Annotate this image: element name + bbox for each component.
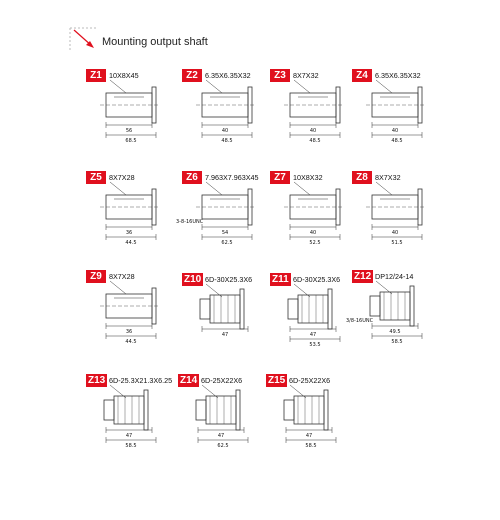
shaft-id-badge: Z1 bbox=[86, 69, 106, 82]
dimension-label: 47 bbox=[217, 433, 225, 439]
shaft-id-badge: Z14 bbox=[180, 375, 198, 386]
dimension-label: 54 bbox=[221, 230, 229, 236]
dimension-label: 44.5 bbox=[125, 339, 137, 345]
shaft-spec: 6D-25X22X6 bbox=[201, 376, 243, 385]
dimension-label: 68.5 bbox=[125, 138, 137, 144]
shaft-spec: 7.963X7.963X45 bbox=[205, 173, 259, 182]
shaft-spline-body bbox=[294, 396, 324, 424]
shaft-drawing bbox=[270, 273, 356, 353]
shaft-spec: 8X7X28 bbox=[109, 272, 135, 281]
shaft-spline-body bbox=[114, 396, 144, 424]
shaft-drawing bbox=[86, 69, 172, 149]
shaft-spec: 6D-25X22X6 bbox=[289, 376, 331, 385]
dimension-label: 56 bbox=[125, 128, 133, 134]
shaft-z8 bbox=[352, 171, 438, 247]
shaft-pilot bbox=[104, 400, 114, 420]
dimension-label: 48.5 bbox=[221, 138, 233, 144]
shaft-z15 bbox=[266, 374, 352, 450]
dimension-label: 49.5 bbox=[389, 329, 401, 335]
dimension-label: 58.5 bbox=[305, 443, 317, 449]
shaft-pilot bbox=[196, 400, 206, 420]
spec-leader bbox=[294, 80, 310, 93]
dimension-label: 51.5 bbox=[391, 240, 403, 246]
shaft-spline-body bbox=[210, 295, 240, 323]
page-title: Mounting output shaft bbox=[102, 36, 208, 48]
shaft-id-badge: Z6 bbox=[182, 171, 202, 184]
dimension-label: 48.5 bbox=[309, 138, 321, 144]
shaft-spec: 6D-25.3X21.3X6.25 bbox=[109, 376, 173, 385]
shaft-spec: 8X7X32 bbox=[293, 71, 319, 80]
shaft-id-badge: Z9 bbox=[86, 270, 106, 283]
dimension-label: 58.5 bbox=[125, 443, 137, 449]
dimension-label: 62.5 bbox=[221, 240, 233, 246]
dimension-label: 53.5 bbox=[309, 342, 321, 348]
shaft-z2 bbox=[182, 69, 268, 145]
spec-leader bbox=[294, 182, 310, 195]
dimension-label: 40 bbox=[221, 128, 229, 134]
shaft-pilot bbox=[200, 299, 210, 319]
dimension-label: 47 bbox=[305, 433, 313, 439]
spec-leader bbox=[110, 80, 126, 93]
shaft-pilot bbox=[370, 296, 380, 316]
shaft-flange bbox=[328, 289, 332, 329]
dimension-label: 40 bbox=[309, 128, 317, 134]
spec-leader bbox=[110, 182, 126, 195]
shaft-pilot bbox=[284, 400, 294, 420]
shaft-spec: 10X8X45 bbox=[109, 71, 139, 80]
spec-leader bbox=[206, 80, 222, 93]
dimension-label: 52.5 bbox=[309, 240, 321, 246]
shaft-id-badge: Z7 bbox=[270, 171, 290, 184]
shaft-id-badge: Z11 bbox=[272, 274, 289, 285]
shaft-spline-body bbox=[380, 292, 410, 320]
shaft-drawing bbox=[270, 171, 356, 251]
dimension-label: 36 bbox=[125, 329, 133, 335]
shaft-drawing bbox=[352, 171, 438, 251]
shaft-spec: 10X8X32 bbox=[293, 173, 323, 182]
shaft-flange bbox=[236, 390, 240, 430]
spec-leader bbox=[110, 281, 126, 294]
dimension-label: 36 bbox=[125, 230, 133, 236]
shaft-spec: 6D-30X25.3X6 bbox=[293, 275, 341, 284]
shaft-drawing bbox=[86, 171, 172, 251]
shaft-flange bbox=[324, 390, 328, 430]
dimension-label: 40 bbox=[391, 128, 399, 134]
dimension-label: 40 bbox=[391, 230, 399, 236]
thread-label: 3/8-16UNC bbox=[346, 318, 374, 324]
shaft-id-badge: Z2 bbox=[182, 69, 202, 82]
shaft-z5 bbox=[86, 171, 172, 247]
shaft-drawing bbox=[266, 374, 352, 454]
shaft-id-badge: Z5 bbox=[86, 171, 106, 184]
thread-label: 3-8-16UNC bbox=[176, 219, 204, 225]
dimension-label: 48.5 bbox=[391, 138, 403, 144]
shaft-spec: DP12/24-14 bbox=[375, 272, 414, 281]
shaft-z4 bbox=[352, 69, 438, 145]
shaft-spec: 6.35X6.35X32 bbox=[375, 71, 421, 80]
shaft-spline-body bbox=[298, 295, 328, 323]
shaft-spline-body bbox=[206, 396, 236, 424]
shaft-z10 bbox=[182, 273, 268, 349]
shaft-id-badge: Z3 bbox=[270, 69, 290, 82]
dimension-label: 62.5 bbox=[217, 443, 229, 449]
shaft-drawing bbox=[352, 69, 438, 149]
shaft-flange bbox=[410, 286, 414, 326]
shaft-flange bbox=[240, 289, 244, 329]
spec-leader bbox=[376, 80, 392, 93]
shaft-id-badge: Z10 bbox=[184, 274, 202, 285]
dimension-label: 47 bbox=[221, 332, 229, 338]
shaft-z9 bbox=[86, 270, 172, 346]
shaft-z7 bbox=[270, 171, 356, 247]
shaft-drawing bbox=[86, 270, 172, 350]
shaft-drawing bbox=[176, 171, 268, 251]
dimension-label: 44.5 bbox=[125, 240, 137, 246]
shaft-spec: 8X7X32 bbox=[375, 173, 401, 182]
shaft-z13 bbox=[86, 374, 172, 450]
shaft-z1 bbox=[86, 69, 172, 145]
shaft-z14 bbox=[178, 374, 264, 450]
shaft-z3 bbox=[270, 69, 356, 145]
shaft-spec: 8X7X28 bbox=[109, 173, 135, 182]
shaft-id-badge: Z15 bbox=[268, 375, 286, 386]
shaft-z12 bbox=[346, 270, 438, 346]
dimension-label: 47 bbox=[125, 433, 133, 439]
shaft-drawing bbox=[86, 374, 172, 454]
shaft-drawing bbox=[178, 374, 264, 454]
shaft-spec: 6.35X6.35X32 bbox=[205, 71, 251, 80]
dimension-label: 40 bbox=[309, 230, 317, 236]
spec-leader bbox=[206, 182, 222, 195]
shaft-id-badge: Z8 bbox=[352, 171, 372, 184]
shaft-z11 bbox=[270, 273, 356, 349]
shaft-drawing bbox=[346, 270, 438, 350]
shaft-spec: 6D-30X25.3X6 bbox=[205, 275, 253, 284]
shaft-drawing bbox=[182, 69, 268, 149]
shaft-z6 bbox=[176, 171, 268, 247]
shaft-id-badge: Z4 bbox=[352, 69, 372, 82]
dimension-label: 58.5 bbox=[391, 339, 403, 345]
spec-leader bbox=[376, 182, 392, 195]
dimension-label: 47 bbox=[309, 332, 317, 338]
shaft-flange bbox=[144, 390, 148, 430]
shaft-drawing bbox=[270, 69, 356, 149]
shaft-pilot bbox=[288, 299, 298, 319]
shaft-drawing bbox=[182, 273, 268, 353]
shaft-id-badge: Z13 bbox=[88, 375, 106, 386]
shaft-id-badge: Z12 bbox=[354, 271, 372, 282]
